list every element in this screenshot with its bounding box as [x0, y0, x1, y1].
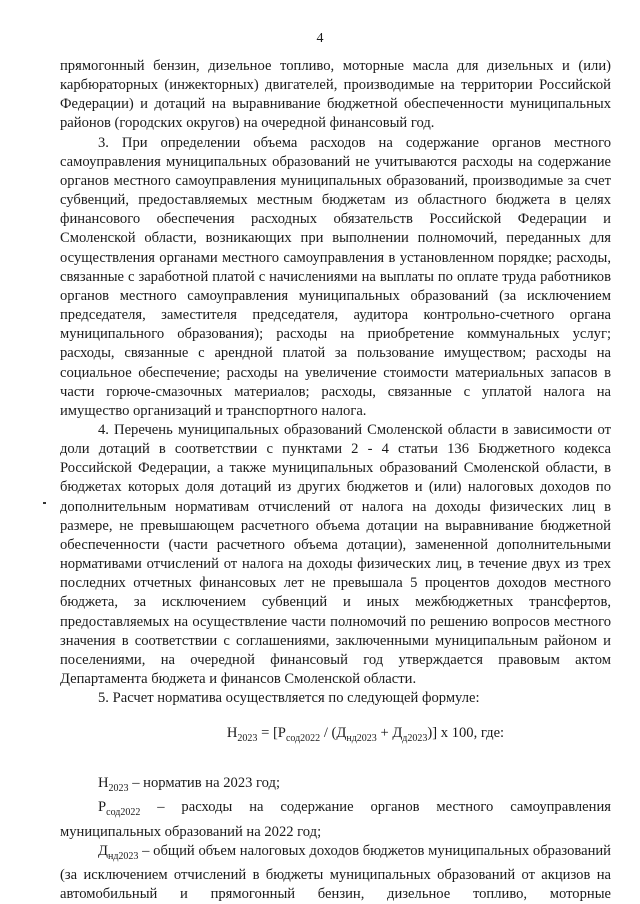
paragraph-3: 3. При определении объема расходов на содержание органов местного самоуправления муниципальных образований не учитываются расходы на содержание органов местного самоуправления муниципальных образований, производимые за счет субвенций, предоставляемых местным бюджетам из областного бюджета в целях финансового обеспечения расходных обязательств Российской Федерации и Смоленской области, возникающих при выполнении полномочий, переданных для осуществления органами местного самоуправления в установленном порядке; расходы, связанные с заработной платой с начислениями на выплаты по оплате труда работников органов местного самоуправления муниципальных образований (за исключением председателя, заместителя председателя, аудитора контрольно-счетного органа муниципального образования); расходы на приобретение коммунальных услуг; расходы, связанные с арендной платой за пользование имуществом; расходы на социальное обеспечение; расходы на увеличение стоимости материальных запасов в части горюче-смазочных материалов; расходы, связанные с уплатой налога на имущество организаций и транспортного налога.	[60, 134, 611, 419]
formula-n: Н	[226, 725, 238, 742]
definition-d-text: – общий объем налоговых доходов бюджетов муниципальных образований (за исключением отчислений в бюджеты муниципальных образований от акцизов на автомобильный и прямогонный бензин, дизельное топливо, моторные	[60, 842, 611, 902]
definition-n	[60, 774, 611, 798]
scan-artifact-dot	[43, 502, 46, 504]
formula-tail: )] x 100, где:	[427, 725, 505, 742]
formula-d2-sub: д2023	[402, 733, 428, 745]
definition-d-symbol: Д	[98, 842, 108, 859]
formula-div: / (Д	[320, 725, 347, 742]
definition-r-symbol: Р	[98, 799, 107, 816]
definition-n-sub: 2023	[108, 783, 129, 795]
formula-plus: + Д	[376, 725, 403, 742]
formula-r-sub: сод2022	[285, 733, 321, 745]
definition-r-sub: сод2022	[106, 807, 141, 819]
paragraph-5: 5. Расчет норматива осуществляется по следующей формуле:	[98, 690, 480, 707]
paragraph-4: 4. Перечень муниципальных образований Смоленской области в зависимости от доли дотаций в соответствии с пунктами 2 - 4 статьи 136 Бюджетного кодекса Российской Федерации, а также муниципальных образований Смоленской области, в бюджетах которых доля дотаций из других бюджетов и (или) налоговых доходов по дополнительным нормативам отчислений от налога на доходы физических лиц в размере, не превышающем расчетного объема дотации на выравнивание бюджетной обеспеченности (части расчетного объема дотации), замененной дополнительными нормативами отчислений от налога на доходы физических лиц, в течение двух из трех последних отчетных финансовых лет не превышала 5 процентов доходов местного бюджета, за исключением субвенций и иных межбюджетных трансфертов, предоставляемых на осуществление части полномочий по решению вопросов местного значения в соответствии с соглашениями, заключенными муниципальным районом и поселениями, на очередной финансовый год утверждается правовым актом Департамента бюджета и финансов Смоленской области.	[60, 421, 611, 687]
definition-n-symbol: Н	[98, 775, 109, 792]
definition-d-sub: нд2023	[107, 850, 139, 862]
page-number: 4	[316, 31, 324, 46]
formula-n-sub: 2023	[237, 733, 258, 745]
definition-d	[60, 842, 611, 904]
definition-n-text: – норматив на 2023 год;	[128, 775, 281, 792]
definition-r-text: – расходы на содержание органов местного самоуправления муниципальных образований на 2022 год;	[60, 799, 611, 840]
formula	[60, 724, 611, 748]
document-body	[60, 57, 611, 904]
paragraph-intro-continuation: прямогонный бензин, дизельное топливо, моторные масла для дизельных и (или) карбюраторных (инжекторных) двигателей, производимые на территории Российской Федерации) и дотаций на выравнивание бюджетной обеспеченности муниципальных районов (городских округов) на очередной финансовый год.	[60, 58, 611, 132]
formula-d1-sub: нд2023	[346, 733, 377, 745]
formula-eq: = [Р	[257, 725, 286, 742]
definition-r	[60, 798, 611, 841]
